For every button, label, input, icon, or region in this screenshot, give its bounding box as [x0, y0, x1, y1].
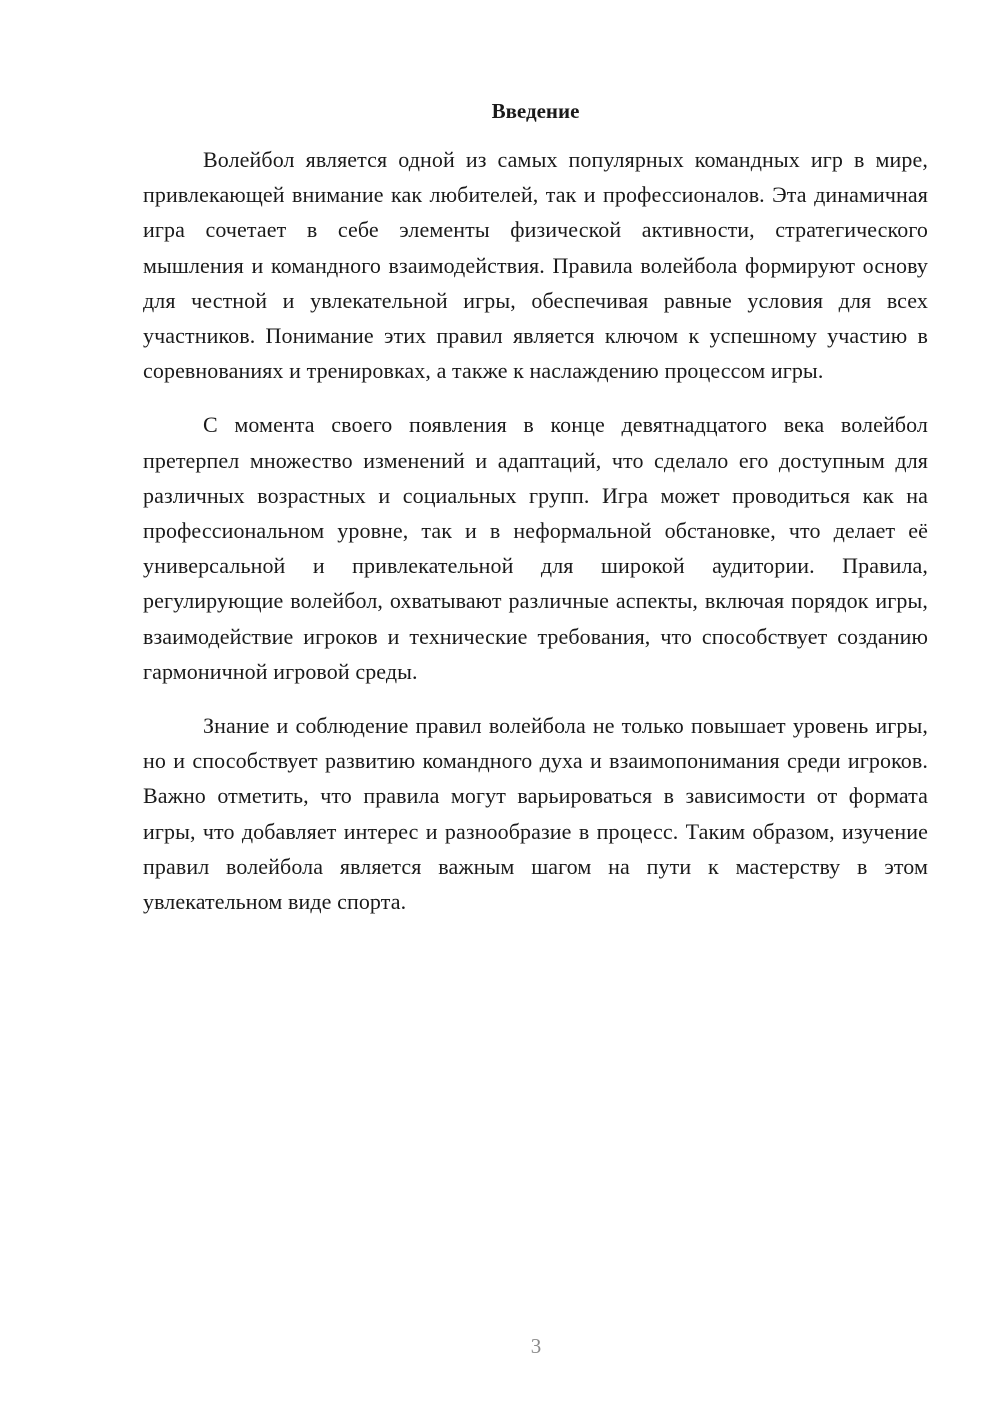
page-content [143, 96, 928, 919]
paragraph-2: С момента своего появления в конце девятнадцатого века волейбол претерпел множество изменений и адаптаций, что сделало его доступным для различных возрастных и социальных групп. Игра может проводиться как на профессиональном уровне, так и в неформальной обстановке, что делает её универсальной и привлекательной для широкой аудитории. Правила, регулирующие волейбол, охватывают различные аспекты, включая порядок игры, взаимодействие игроков и технические требования, что способствует созданию гармоничной игровой среды. [143, 412, 928, 684]
paragraph-1: Волейбол является одной из самых популярных командных игр в мире, привлекающей внимание как любителей, так и профессионалов. Эта динамичная игра сочетает в себе элементы физической активности, стратегического мышления и командного взаимодействия. Правила волейбола формируют основу для честной и увлекательной игры, обеспечивая равные условия для всех участников. Понимание этих правил является ключом к успешному участию в соревнованиях и тренировках, а также к наслаждению процессом игры. [143, 147, 928, 384]
paragraph-3: Знание и соблюдение правил волейбола не только повышает уровень игры, но и способствует развитию командного духа и взаимопонимания среди игроков. Важно отметить, что правила могут варьироваться в зависимости от формата игры, что добавляет интерес и разнообразие в процесс. Таким образом, изучение правил волейбола является важным шагом на пути к мастерству в этом увлекательном виде спорта. [143, 713, 928, 915]
section-title: Введение [491, 99, 580, 123]
page-number: 3 [530, 1334, 542, 1358]
